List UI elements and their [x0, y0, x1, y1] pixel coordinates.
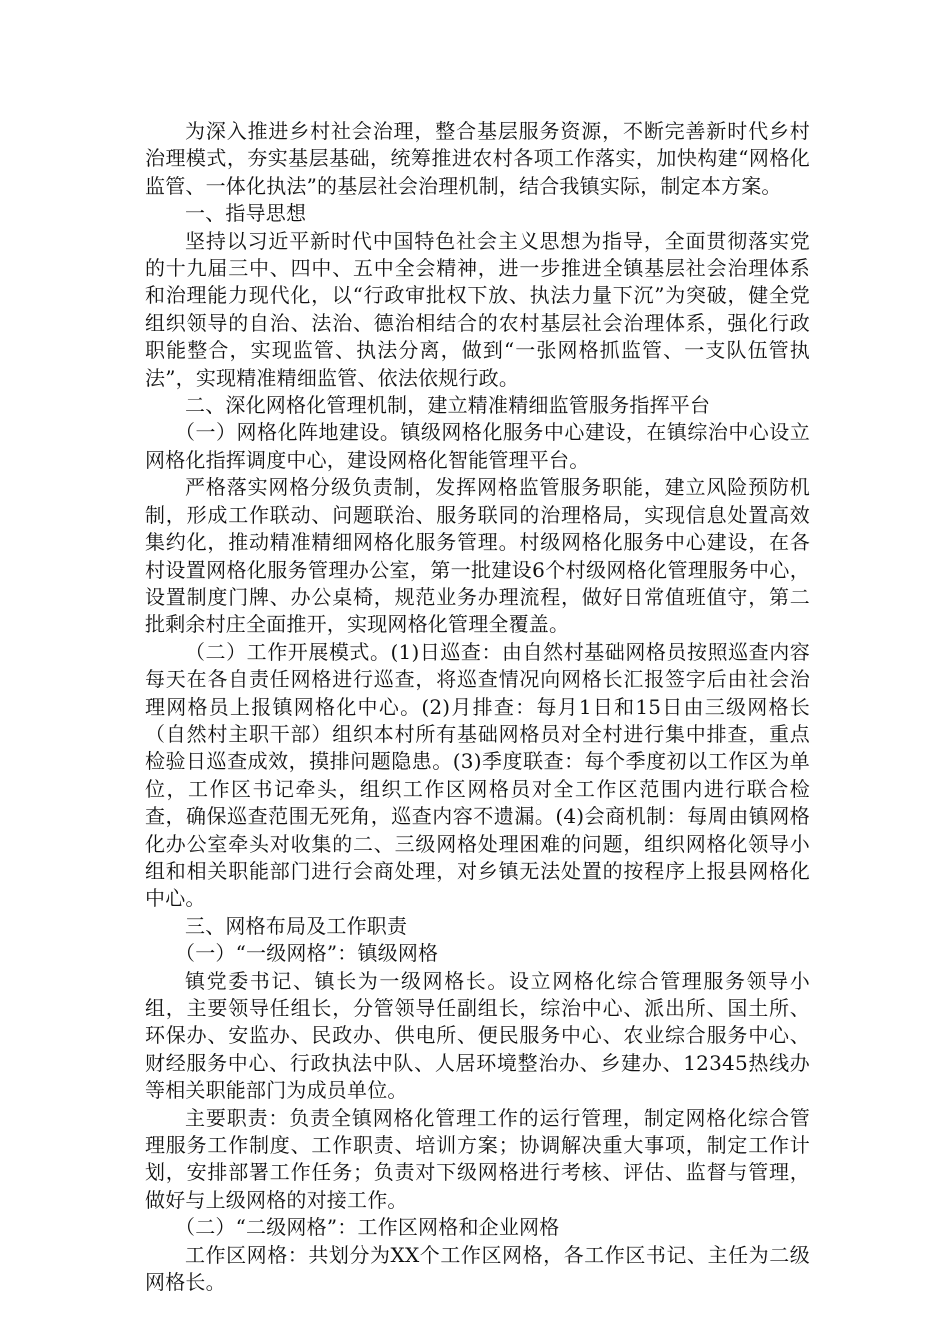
paragraph-grid-position-building: （一）网格化阵地建设。镇级网格化服务中心建设，在镇综治中心设立网格化指挥调度中心，建设网格化智能管理平台。 — [145, 420, 810, 472]
intro-paragraph: 为深入推进乡村社会治理，整合基层服务资源，不断完善新时代乡村治理模式，夯实基层基础，统筹推进农村各项工作落实，加快构建“网格化监管、一体化执法”的基层社会治理机制，结合我镇实际，制定本方案。 — [145, 119, 810, 198]
paragraph-work-mode: （二）工作开展模式。(1)日巡查：由自然村基础网格员按照巡查内容每天在各自责任网格进行巡查，将巡查情况向网格长汇报签字后由社会治理网格员上报镇网格化中心。(2)月排查：每月1日和15日由三级网格长（自然村主职干部）组织本村所有基础网格员对全村进行集中排查，重点检验日巡查成效，摸排问题隐患。(3)季度联查：每个季度初以工作区为单位，工作区书记牵头，组织工作区网格员对全工作区范围内进行联合检查，确保巡查范围无死角，巡查内容不遗漏。(4)会商机制：每周由镇网格化办公室牵头对收集的二、三级网格处理困难的问题，组织网格化领导小组和相关职能部门进行会商处理，对乡镇无法处置的按程序上报县网格化中心。 — [145, 639, 810, 911]
subheading-level-two-grid: （二）“二级网格”：工作区网格和企业网格 — [175, 1215, 560, 1240]
subheading-level-one-grid: （一）“一级网格”：镇级网格 — [175, 941, 439, 966]
paragraph-level-one-grid-members: 镇党委书记、镇长为一级网格长。设立网格化综合管理服务领导小组，主要领导任组长，分管领导任副组长，综治中心、派出所、国土所、环保办、安监办、民政办、供电所、便民服务中心、农业综合服务中心、财经服务中心、行政执法中队、人居环境整治办、乡建办、12345热线办等相关职能部门为成员单位。 — [145, 968, 810, 1103]
paragraph-guiding-ideology: 坚持以习近平新时代中国特色社会主义思想为指导，全面贯彻落实党的十九届三中、四中、五中全会精神，进一步推进全镇基层社会治理体系和治理能力现代化，以“行政审批权下放、执法力量下沉”为突破，健全党组织领导的自治、法治、德治相结合的农村基层社会治理体系，强化行政职能整合，实现监管、执法分离，做到“一张网格抓监管、一支队伍管执法”，实现精准精细监管、依法依规行政。 — [145, 228, 810, 390]
section-heading-grid-mechanism: 二、深化网格化管理机制，建立精准精细监管服务指挥平台 — [185, 393, 711, 418]
document-body — [145, 118, 810, 1296]
paragraph-grid-responsibility: 严格落实网格分级负责制，发挥网格监管服务职能，建立风险预防机制，形成工作联动、问题联治、服务联同的治理格局，实现信息处置高效集约化，推动精准精细网格化服务管理。村级网格化服务中心建设，在各村设置网格化服务管理办公室，第一批建设6个村级网格化管理服务中心，设置制度门牌、办公桌椅，规范业务办理流程，做好日常值班值守，第二批剩余村庄全面推开，实现网格化管理全覆盖。 — [145, 475, 810, 637]
paragraph-main-duties: 主要职责：负责全镇网格化管理工作的运行管理，制定网格化综合管理服务工作制度、工作职责、培训方案；协调解决重大事项，制定工作计划，安排部署工作任务；负责对下级网格进行考核、评估、监督与管理，做好与上级网格的对接工作。 — [145, 1105, 810, 1212]
section-heading-guiding-ideology: 一、指导思想 — [185, 201, 307, 226]
paragraph-work-area-grid: 工作区网格：共划分为XX个工作区网格，各工作区书记、主任为二级网格长。 — [145, 1242, 810, 1295]
section-heading-grid-layout: 三、网格布局及工作职责 — [185, 913, 408, 938]
